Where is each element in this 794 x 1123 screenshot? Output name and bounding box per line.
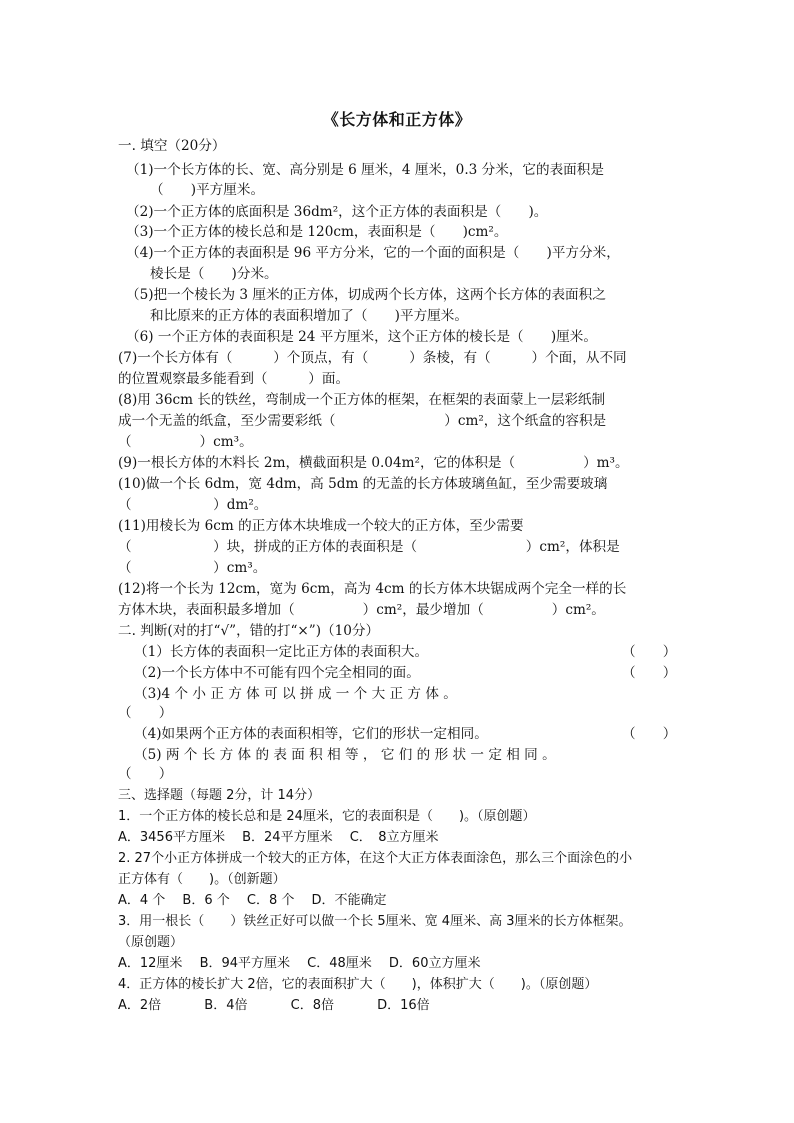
question-line: （ )平方厘米。: [150, 182, 265, 198]
question-line: (8)用 36cm 长的铁丝，弯制成一个正方体的框架，在框架的表面蒙上一层彩纸制: [118, 392, 606, 408]
question-line: (9)一根长方体的木料长 2m，横截面积是 0.04m²，它的体积是（ ）m³。: [118, 455, 629, 471]
choice-options: A．12厘米 B．94平方厘米 C．48厘米 D．60立方厘米: [118, 956, 481, 971]
choice-question: 3．用一根长（ ）铁丝正好可以做一个长 5厘米、宽 4厘米、高 3厘米的长方体框架。: [118, 914, 632, 929]
question-line: （ ）cm³。: [118, 560, 267, 576]
question-line: (7)一个长方体有（ ）个顶点，有（ ）条棱，有（ ）个面，从不同: [118, 350, 627, 366]
question-line: 成一个无盖的纸盒，至少需要彩纸（ ）cm²，这个纸盒的容积是: [118, 413, 607, 429]
choice-options: A．2倍 B．4倍 C．8倍 D．16倍: [118, 998, 430, 1013]
choice-question: 正方体有（ )。（创新题）: [118, 872, 286, 887]
question-line: 的位置观察最多能看到（ ）面。: [118, 371, 350, 387]
question-line: （3)一个正方体的棱长总和是 120cm，表面积是（ )cm²。: [126, 224, 508, 240]
judgement-statement: （3)4 个 小 正 方 体 可 以 拼 成 一 个 大 正 方 体 。: [134, 686, 457, 702]
question-line: （2)一个正方体的底面积是 36dm²，这个正方体的表面积是（ )。: [126, 204, 548, 220]
judgement-statement: （1）长方体的表面积一定比正方体的表面积大。: [134, 644, 429, 660]
answer-bracket: （ ）: [118, 766, 173, 782]
answer-bracket: （ ）: [622, 644, 677, 660]
choice-options: A．3456平方厘米 B．24平方厘米 C． 8立方厘米: [118, 830, 439, 845]
choice-question: 4．正方体的棱长扩大 2倍，它的表面积扩大（ )，体积扩大（ )。（原创题）: [118, 977, 598, 992]
answer-bracket: （ ）: [622, 726, 677, 742]
judgement-statement: （2)一个长方体中不可能有四个完全相同的面。: [134, 665, 420, 681]
page-title: 《长方体和正方体》: [322, 110, 472, 129]
answer-bracket: （ ）: [118, 705, 173, 721]
question-line: (11)用棱长为 6cm 的正方体木块堆成一个较大的正方体，至少需要: [118, 518, 524, 534]
choice-question: 1．一个正方体的棱长总和是 24厘米，它的表面积是（ )。（原创题）: [118, 809, 536, 824]
question-line: （6) 一个正方体的表面积是 24 平方厘米，这个正方体的棱长是（ )厘米。: [126, 329, 597, 345]
choice-options: A．4 个 B．6 个 C．8 个 D．不能确定: [118, 893, 387, 908]
question-line: 方体木块，表面积最多增加（ ）cm²，最少增加（ ）cm²。: [118, 602, 605, 618]
question-line: （4)一个正方体的表面积是 96 平方分米，它的一个面的面积是（ )平方分米，: [126, 245, 620, 261]
section-heading-fill-blank: 一. 填空（20分）: [118, 138, 226, 154]
answer-bracket: （ ）: [622, 665, 677, 681]
question-line: 棱长是（ )分米。: [150, 266, 278, 282]
question-line: （ ）cm³。: [118, 434, 253, 450]
question-line: 和比原来的正方体的表面积增加了（ )平方厘米。: [150, 308, 468, 324]
choice-question: 2. 27个小正方体拼成一个较大的正方体，在这个大正方体表面涂色，那么三个面涂色的小: [118, 851, 633, 866]
section-heading-multiple-choice: 三、选择题（每题 2分，计 14分）: [118, 788, 321, 803]
question-line: （ ）块，拼成的正方体的表面积是（ ）cm²，体积是: [118, 539, 620, 555]
choice-question: （原创题）: [118, 935, 184, 950]
question-line: （5)把一个棱长为 3 厘米的正方体，切成两个长方体，这两个长方体的表面积之: [126, 287, 606, 303]
question-line: （1)一个长方体的长、宽、高分别是 6 厘米，4 厘米，0.3 分米，它的表面积是: [126, 162, 604, 178]
question-line: (12)将一个长为 12cm，宽为 6cm，高为 4cm 的长方体木块锯成两个完全一样的长: [118, 581, 627, 597]
judgement-statement: （5) 两 个 长 方 体 的 表 面 积 相 等 ， 它 们 的 形 状 一 定 相 同 。: [134, 747, 556, 763]
question-line: (10)做一个长 6dm，宽 4dm，高 5dm 的无盖的长方体玻璃鱼缸，至少需要玻璃: [118, 476, 608, 492]
judgement-statement: （4)如果两个正方体的表面积相等，它们的形状一定相同。: [134, 726, 488, 742]
question-line: （ ）dm²。: [118, 497, 268, 513]
section-heading-true-false: 二. 判断(对的打“√”，错的打“×”)（10分）: [118, 623, 380, 639]
